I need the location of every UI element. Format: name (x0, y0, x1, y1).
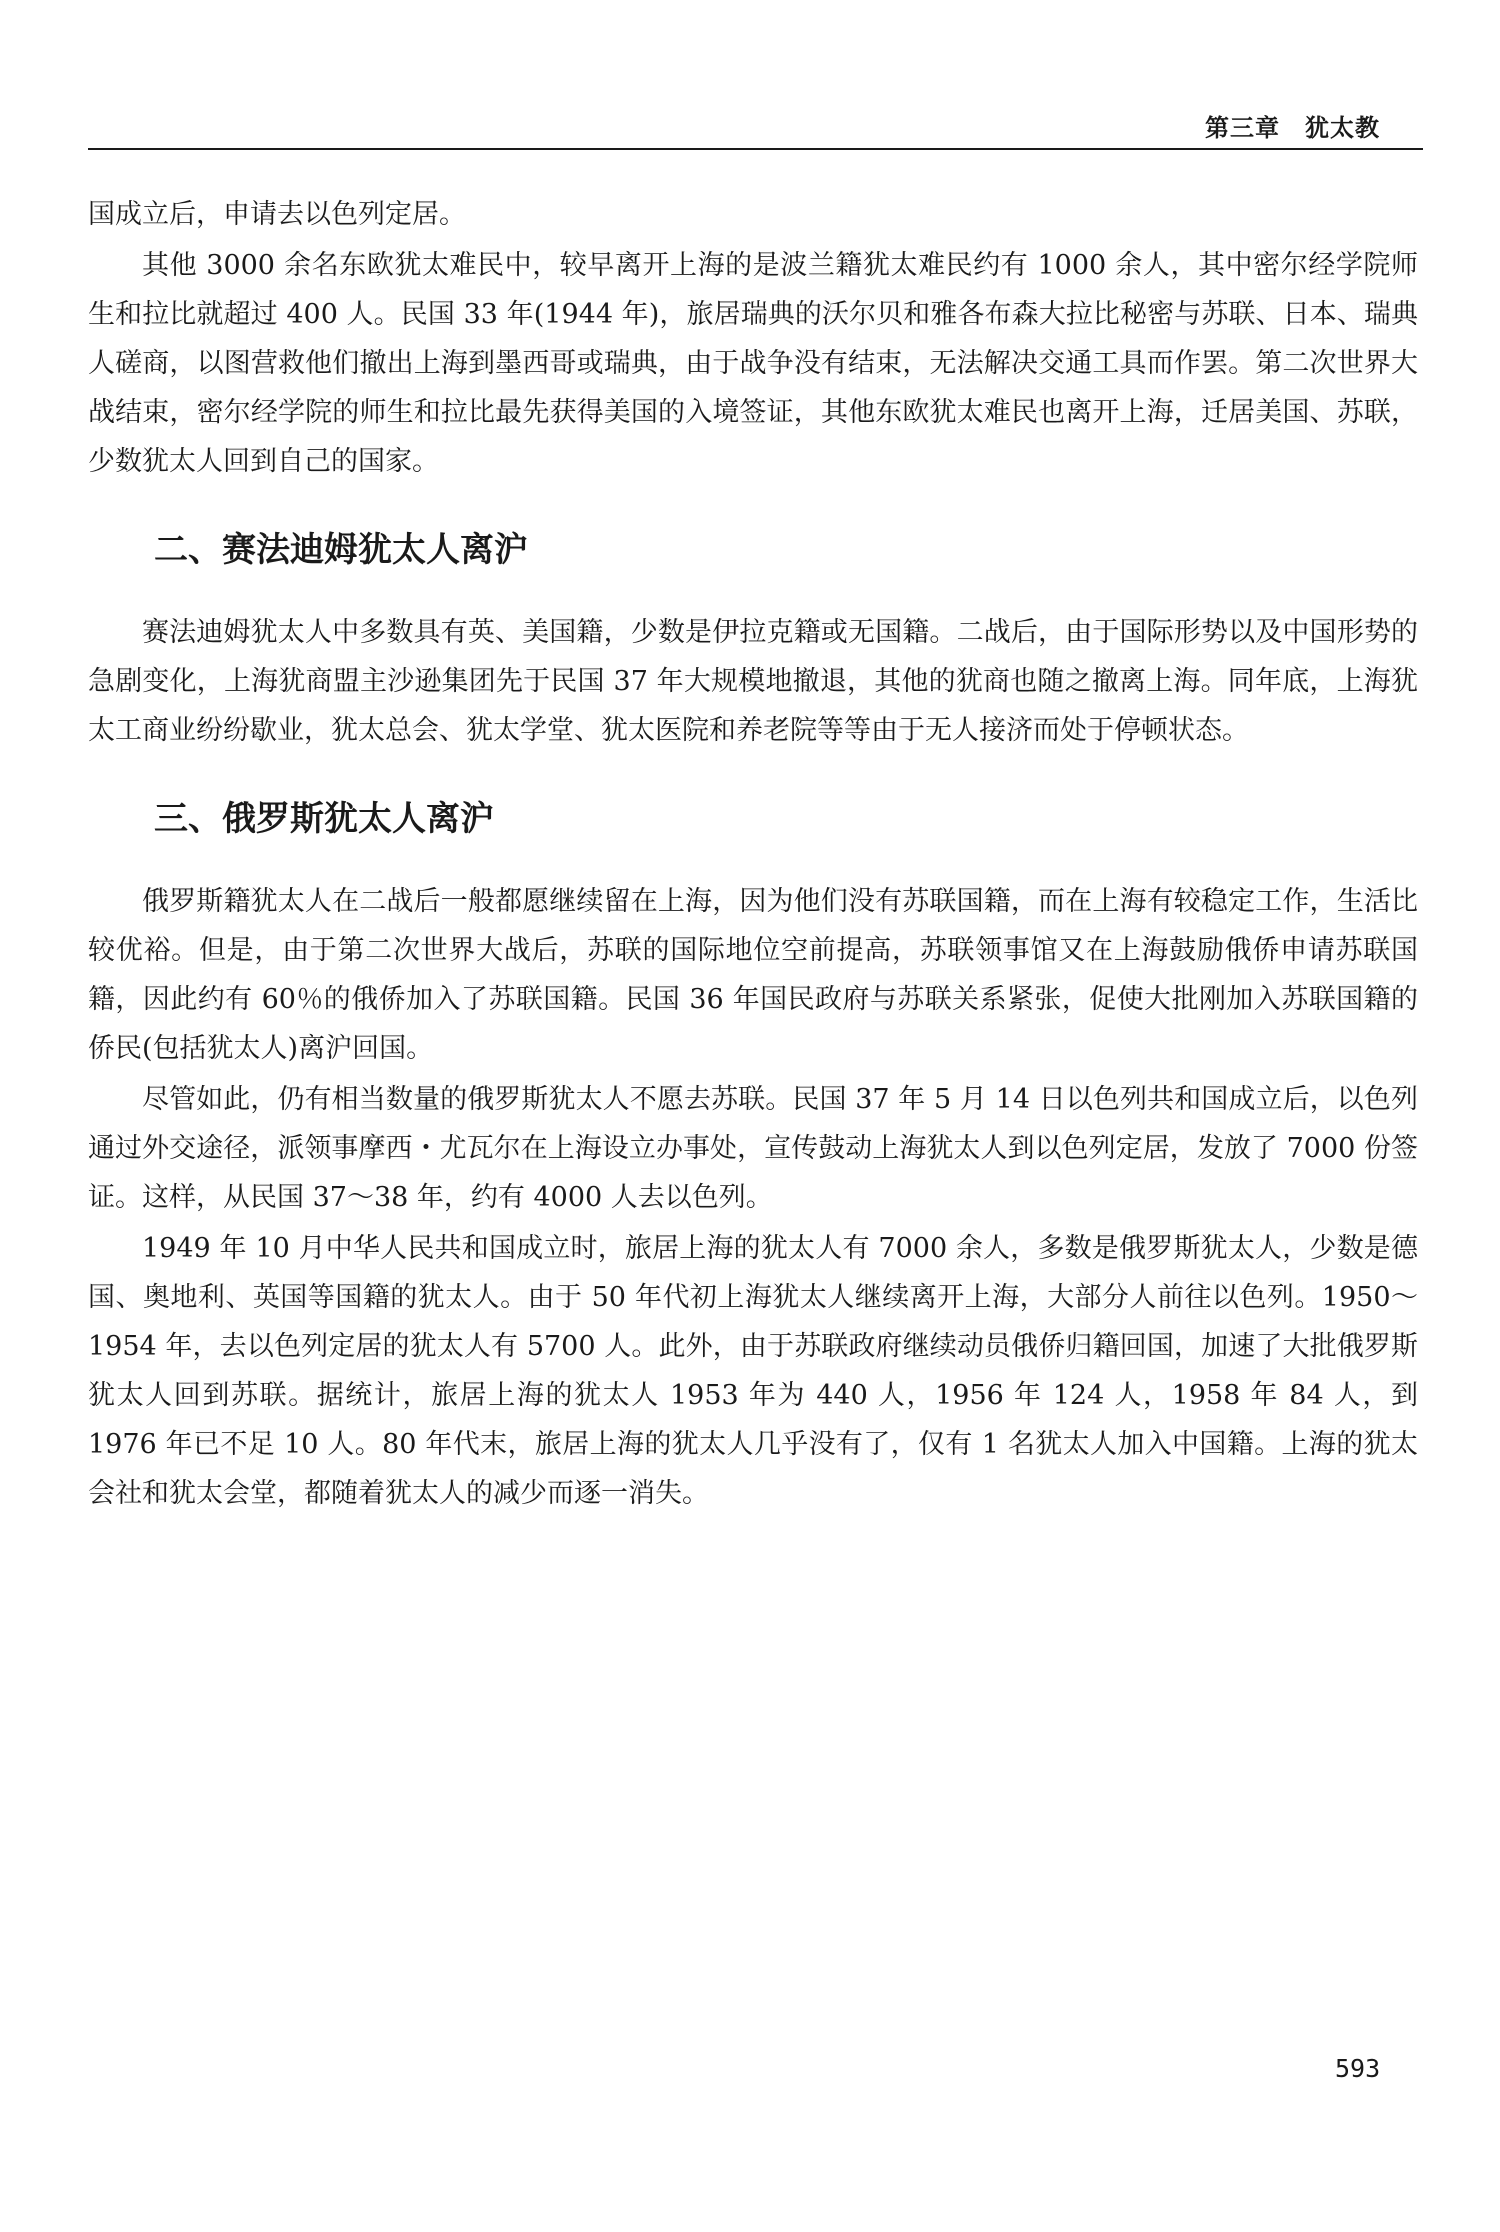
running-header: 第三章 犹太教 (1205, 114, 1380, 142)
paragraph-1949-statistics: 1949 年 10 月中华人民共和国成立时，旅居上海的犹太人有 7000 余人，多数是俄罗斯犹太人，少数是德国、奥地利、英国等国籍的犹太人。由于 50 年代初上海犹太人继续离开上海，大部分人前往以色列。1950～1954 年，去以色列定居的犹太人有 5700 人。此外，由于苏联政府继续动员俄侨归籍回国，加速了大批俄罗斯犹太人回到苏联。据统计，旅居上海的犹太人 1953 年为 440 人，1956 年 124 人，1958 年 84 人，到 1976 年已不足 10 人。80 年代末，旅居上海的犹太人几乎没有了，仅有 1 名犹太人加入中国籍。上海的犹太会社和犹太会堂，都随着犹太人的减少而逐一消失。 (88, 1233, 1418, 1509)
paragraph-east-european-refugees: 其他 3000 余名东欧犹太难民中，较早离开上海的是波兰籍犹太难民约有 1000 余人，其中密尔经学院师生和拉比就超过 400 人。民国 33 年(1944 年)，旅居瑞典的沃尔贝和雅各布森大拉比秘密与苏联、日本、瑞典人磋商，以图营救他们撤出上海到墨西哥或瑞典，由于战争没有结束，无法解决交通工具而作罢。第二次世界大战结束，密尔经学院的师生和拉比最先获得美国的入境签证，其他东欧犹太难民也离开上海，迁居美国、苏联，少数犹太人回到自己的国家。 (88, 250, 1418, 477)
paragraph-continued: 国成立后，申请去以色列定居。 (88, 199, 466, 230)
section-heading-russian: 三、俄罗斯犹太人离沪 (154, 799, 494, 839)
body-text (88, 190, 1418, 1520)
page-number: 593 (1335, 2054, 1381, 2083)
paragraph-russian-postwar: 俄罗斯籍犹太人在二战后一般都愿继续留在上海，因为他们没有苏联国籍，而在上海有较稳定工作，生活比较优裕。但是，由于第二次世界大战后，苏联的国际地位空前提高，苏联领事馆又在上海鼓励俄侨申请苏联国籍，因此约有 60％的俄侨加入了苏联国籍。民国 36 年国民政府与苏联关系紧张，促使大批刚加入苏联国籍的侨民(包括犹太人)离沪回国。 (88, 886, 1418, 1064)
header-rule (88, 148, 1423, 150)
section-heading-sephardi: 二、赛法迪姆犹太人离沪 (154, 530, 528, 570)
paragraph-sephardi: 赛法迪姆犹太人中多数具有英、美国籍，少数是伊拉克籍或无国籍。二战后，由于国际形势以及中国形势的急剧变化，上海犹商盟主沙逊集团先于民国 37 年大规模地撤退，其他的犹商也随之撤离上海。同年底，上海犹太工商业纷纷歇业，犹太总会、犹太学堂、犹太医院和养老院等等由于无人接济而处于停顿状态。 (88, 617, 1418, 746)
paragraph-israel-emigration: 尽管如此，仍有相当数量的俄罗斯犹太人不愿去苏联。民国 37 年 5 月 14 日以色列共和国成立后，以色列通过外交途径，派领事摩西・尤瓦尔在上海设立办事处，宣传鼓动上海犹太人到以色列定居，发放了 7000 份签证。这样，从民国 37～38 年，约有 4000 人去以色列。 (88, 1084, 1418, 1213)
